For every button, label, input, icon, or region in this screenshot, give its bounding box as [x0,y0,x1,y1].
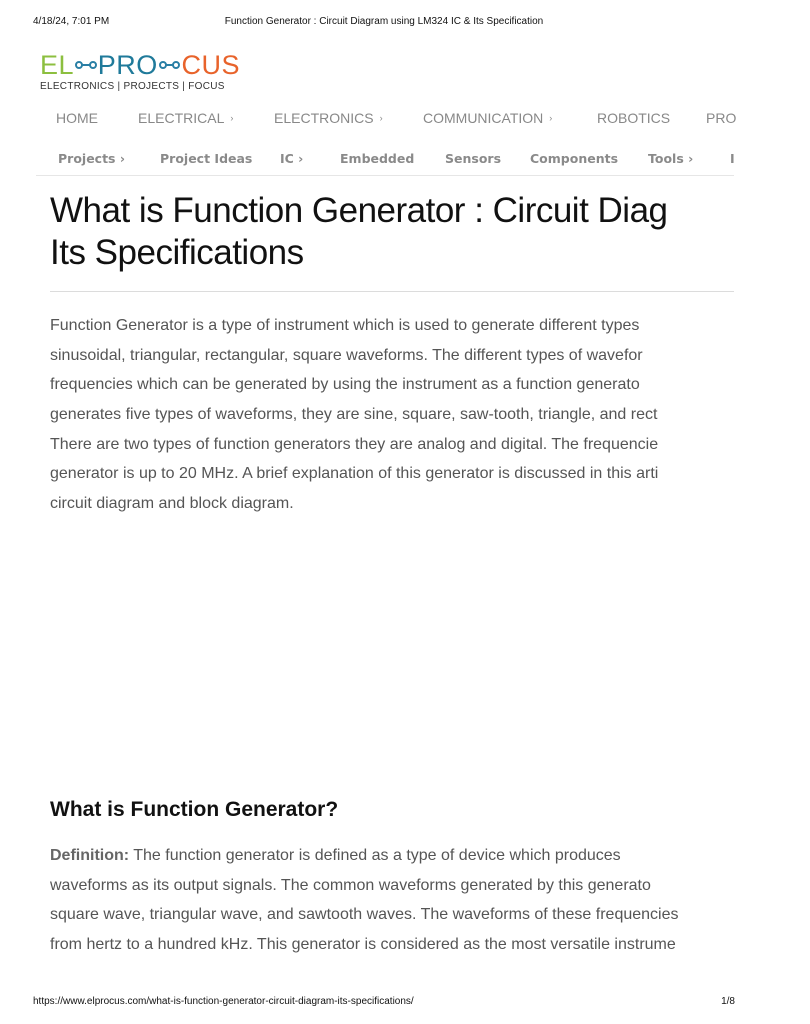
nav-divider [36,175,734,176]
sub-nav-item-ic[interactable]: IC › [280,151,304,166]
chevron-right-icon: › [379,113,383,123]
sub-nav-item-sensors[interactable]: Sensors [445,151,502,166]
main-nav-label: ELECTRONICS [274,110,374,126]
paragraph-line [50,841,810,871]
logo-pro-text: PRO [97,50,158,80]
paragraph-line: Function Generator is a type of instrument which is used to generate different types [50,317,640,334]
sub-nav-item-components[interactable]: Components [530,151,619,166]
definition-label: Definition: [50,847,130,864]
logo-wordmark [40,50,240,80]
article-title [50,190,734,274]
print-url: https://www.elprocus.com/what-is-function-generator-circuit-diagram-its-specifications/ [33,996,414,1007]
paragraph-line: circuit diagram and block diagram. [50,495,294,513]
print-page-number: 1/8 [721,996,735,1007]
intro-paragraph [50,311,810,519]
paragraph-line: waveforms as its output signals. The common waveforms generated by this generato [50,876,651,894]
main-nav-item-electrical[interactable] [138,110,233,126]
main-nav-label: PRO [706,110,737,126]
paragraph-line: from hertz to a hundred kHz. This generator is considered as the most versatile instrume [50,936,676,954]
main-nav-label: ROBOTICS [597,110,671,126]
article-title-line: What is Function Generator : Circuit Diag [50,191,668,230]
main-nav-item-pro[interactable] [706,110,736,126]
article [50,190,734,960]
print-header [33,16,735,30]
main-nav-label: ELECTRICAL [138,110,225,126]
paragraph-line: generator is up to 20 MHz. A brief explanation of this generator is discussed in this arti [50,465,659,483]
definition-paragraph [50,841,810,960]
definition-text: The function generator is defined as a type of device which produces [129,847,621,864]
chevron-right-icon: › [230,113,234,123]
section-heading: What is Function Generator? [50,798,339,821]
main-nav-item-communication[interactable] [423,110,552,126]
paragraph-line: square wave, triangular wave, and sawtooth waves. The waveforms of these frequencies [50,906,679,924]
logo-connector-icon [75,59,97,71]
main-nav-item-electronics[interactable] [274,110,383,126]
main-nav [56,110,737,130]
paragraph-line: generates five types of waveforms, they are sine, square, saw-tooth, triangle, and rect [50,406,658,424]
paragraph-line: There are two types of function generators they are analog and digital. The frequencie [50,435,659,453]
sub-nav-item-tools[interactable]: Tools › [648,151,694,166]
sub-nav-item-embedded[interactable]: Embedded [340,151,415,166]
article-title-line: Its Specifications [50,233,304,272]
logo-cus-text: CUS [181,50,240,80]
site-logo[interactable] [40,50,240,96]
title-divider [50,291,734,292]
paragraph-line: sinusoidal, triangular, rectangular, square waveforms. The different types of wavefor [50,346,643,364]
print-page-title: Function Generator : Circuit Diagram using LM324 IC & Its Specification [224,16,544,27]
logo-connector-icon [159,59,181,71]
chevron-right-icon: › [549,113,553,123]
main-nav-label: HOME [56,110,98,126]
main-nav-item-home[interactable] [56,110,98,126]
logo-el-text: EL [40,50,75,80]
paragraph-line: frequencies which can be generated by using the instrument as a function generato [50,376,640,394]
logo-tagline: ELECTRONICS | PROJECTS | FOCUS [40,81,225,92]
sub-nav-item-project-ideas[interactable]: Project Ideas [160,151,253,166]
sub-nav-item-more[interactable]: I [730,151,735,166]
print-date: 4/18/24, 7:01 PM [33,16,110,27]
main-nav-label: COMMUNICATION [423,110,544,126]
sub-nav [58,151,734,169]
main-nav-item-robotics[interactable] [597,110,670,126]
print-footer [33,996,735,1010]
sub-nav-item-projects[interactable]: Projects › [58,151,126,166]
